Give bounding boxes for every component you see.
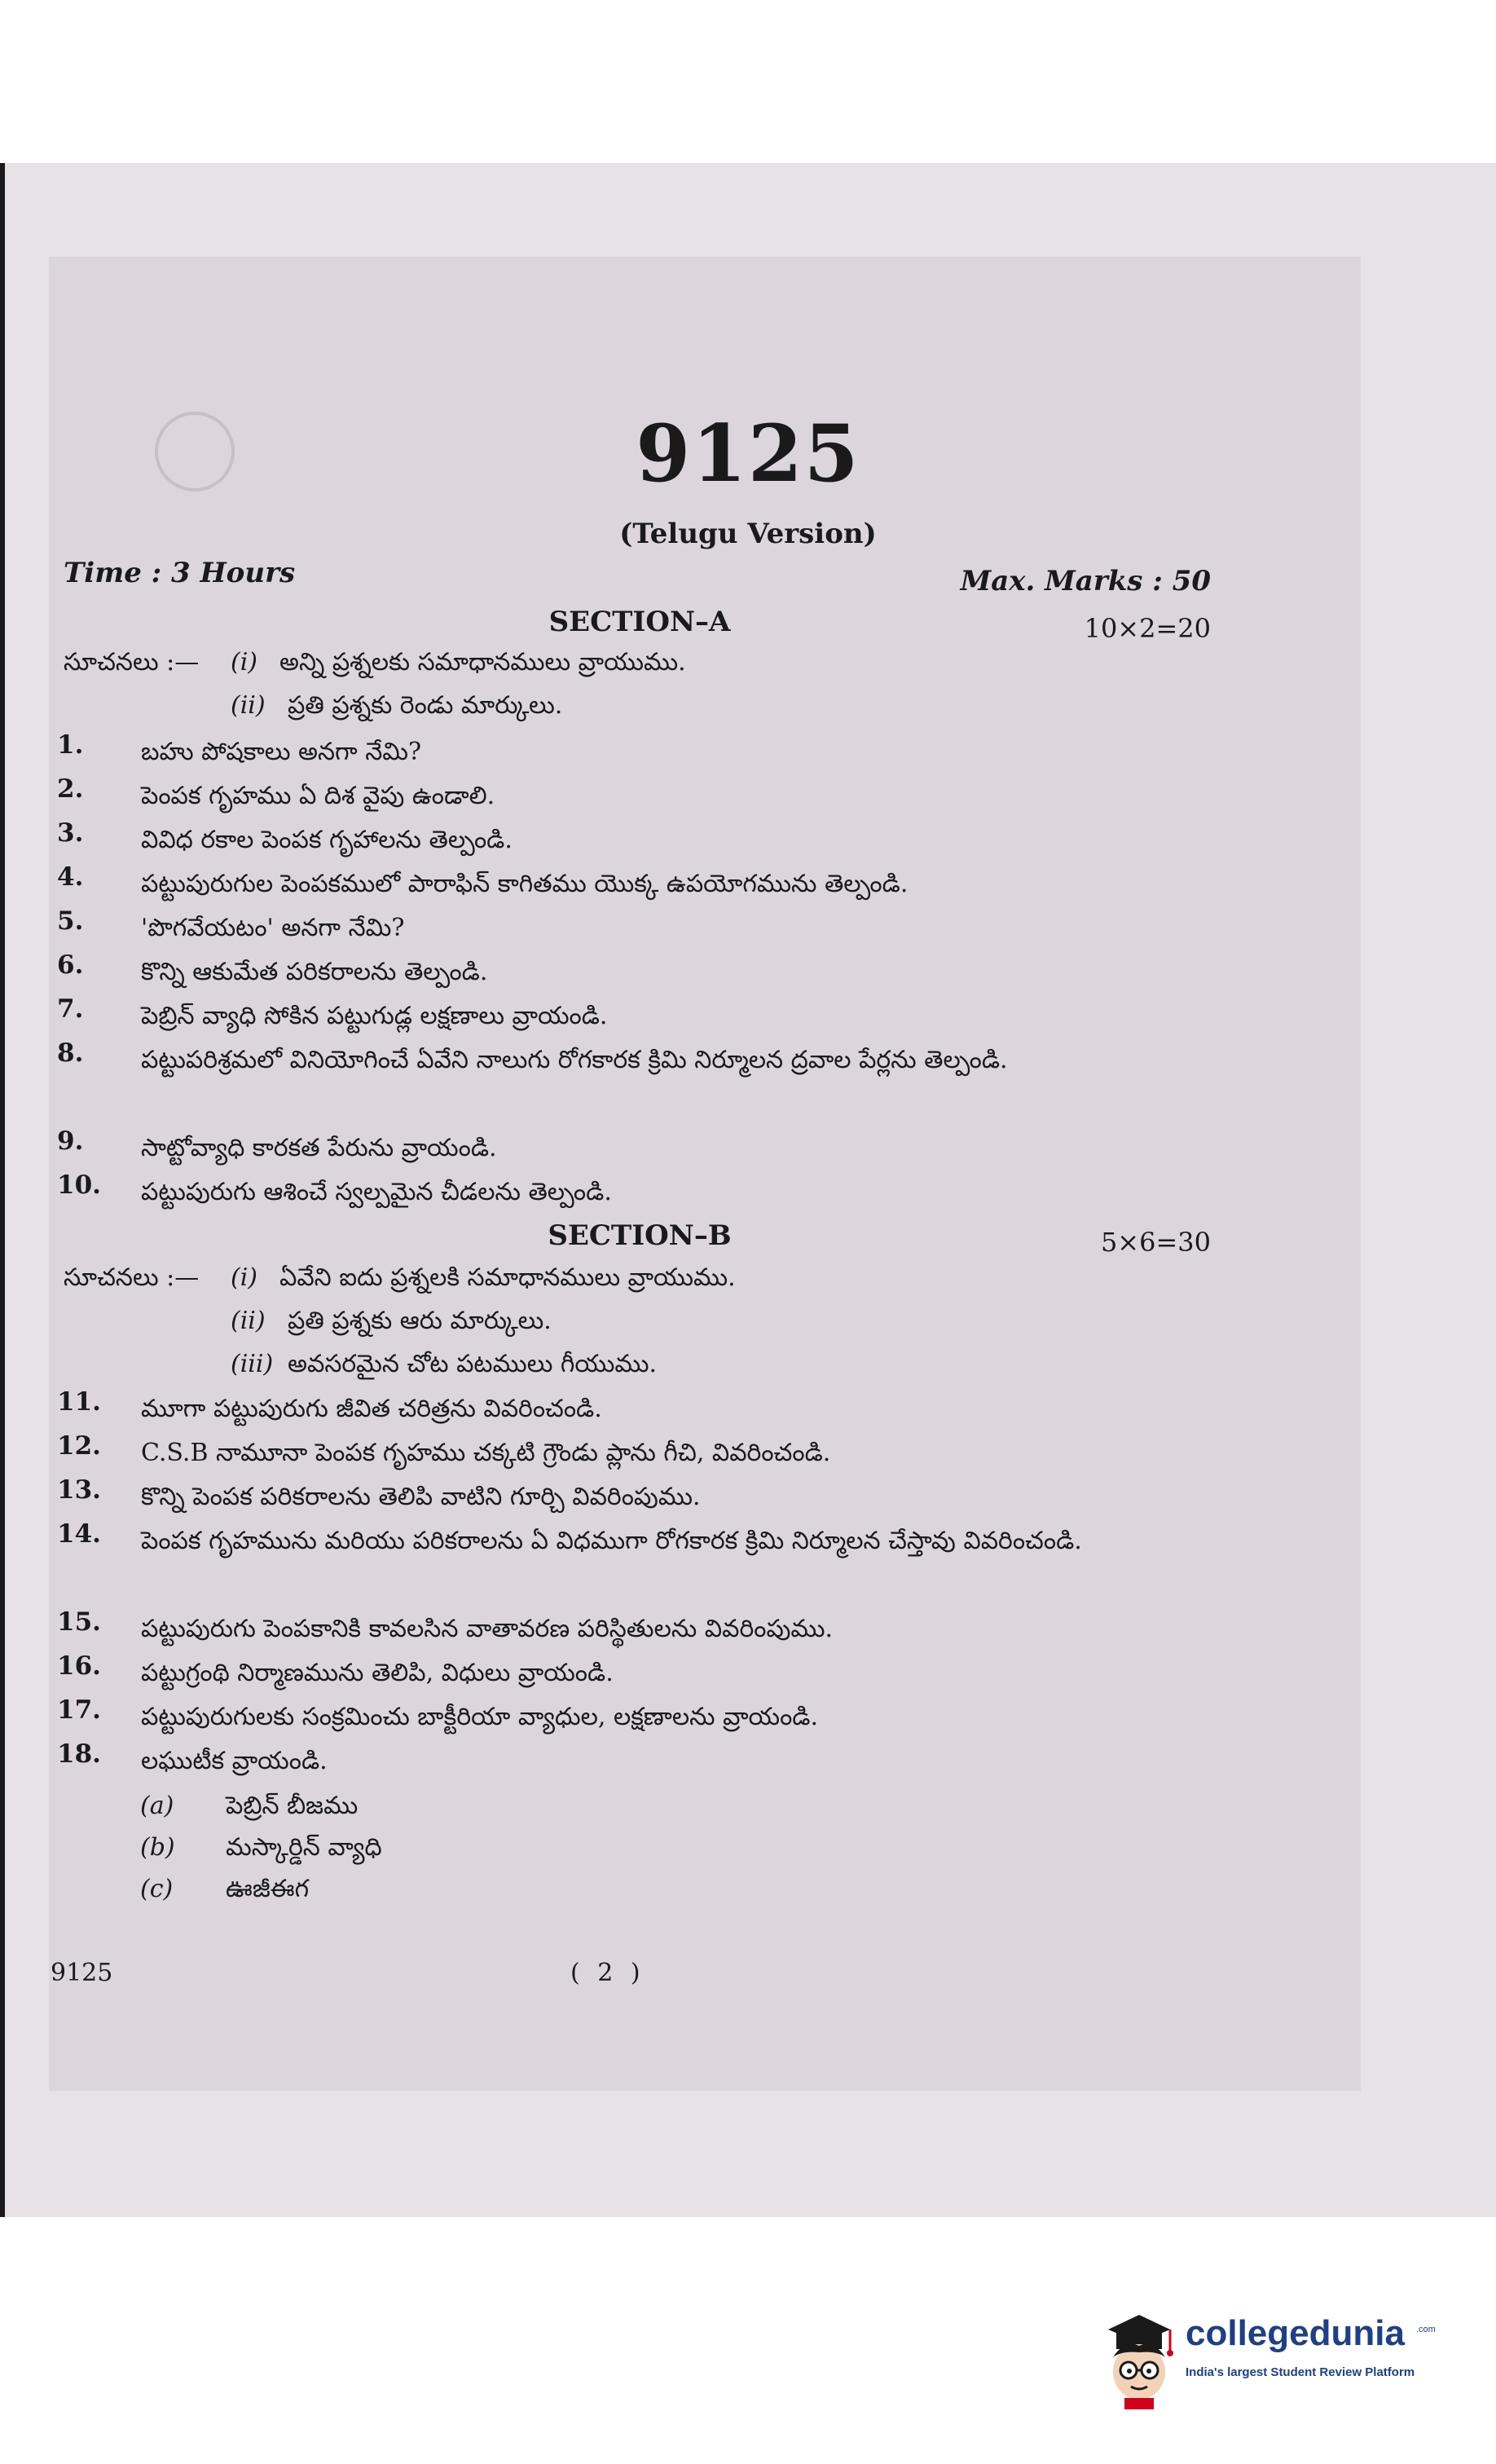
- question-number: 4.: [57, 862, 84, 892]
- mascot-icon: [1092, 2307, 1181, 2413]
- question-item: [57, 1607, 1214, 1651]
- instruction-text: అన్ని ప్రశ్నలకు సమాధానములు వ్రాయుము.: [279, 648, 686, 677]
- question-text: పట్టుగ్రంథి నిర్మాణమును తెలిపి, విధులు వ్రాయండి.: [141, 1659, 614, 1687]
- logo-wordmark: collegedunia: [1186, 2313, 1405, 2353]
- question-item: [57, 818, 1214, 862]
- question-number: 17.: [57, 1695, 101, 1725]
- option-label: (a): [140, 1792, 174, 1820]
- question-text: కొన్ని పెంపక పరికరాలను తెలిపి వాటిని గూర్చి వివరింపుము.: [141, 1483, 701, 1511]
- time-allowed: Time : 3 Hours: [64, 557, 296, 589]
- paper-code: 9125: [636, 408, 860, 500]
- sub-question: [140, 1875, 309, 1909]
- question-text: బహు పోషకాలు అనగా నేమి?: [141, 738, 422, 766]
- question-text: కొన్ని ఆకుమేత పరికరాలను తెల్పండి.: [141, 958, 488, 986]
- instruction-item: [231, 1307, 552, 1341]
- question-item: [57, 906, 1214, 950]
- question-number: 11.: [57, 1387, 101, 1417]
- page-number: ( 2 ): [570, 1959, 645, 1987]
- footer-paper-code: 9125: [51, 1959, 113, 1987]
- question-text: పట్టుపురుగు ఆశించే స్వల్పమైన చీడలను తెల్పండి.: [141, 1178, 612, 1206]
- question-item: [57, 1387, 1214, 1431]
- question-number: 1.: [57, 730, 84, 760]
- instruction-number: (i): [231, 648, 258, 677]
- sub-question: [140, 1792, 358, 1826]
- question-text: వివిధ రకాల పెంపక గృహాలను తెల్పండి.: [141, 826, 513, 854]
- option-text: పెబ్రిన్ బీజము: [226, 1792, 359, 1820]
- question-number: 9.: [57, 1126, 84, 1156]
- section-a-instructions: [64, 648, 686, 682]
- option-text: మస్కార్డిన్ వ్యాధి: [226, 1833, 382, 1862]
- question-item: [57, 950, 1214, 994]
- option-label: (c): [140, 1875, 174, 1903]
- logo-suffix: .com: [1416, 2325, 1436, 2334]
- question-number: 15.: [57, 1607, 101, 1637]
- collegedunia-logo: [1092, 2307, 1450, 2413]
- question-number: 13.: [57, 1475, 101, 1505]
- question-text: పట్టుపురుగుల పెంపకములో పారాఫిన్ కాగితము యొక్క ఉపయోగమును తెల్పండి.: [141, 870, 909, 898]
- instruction-number: (ii): [231, 1307, 266, 1335]
- question-text: C.S.B నామూనా పెంపక గృహము చక్కటి గ్రౌండు ప్లాను గీచి, వివరించండి.: [141, 1439, 831, 1467]
- question-text: మూగా పట్టుపురుగు జీవిత చరిత్రను వివరించండి.: [141, 1395, 602, 1423]
- question-number: 18.: [57, 1739, 101, 1769]
- question-text: పెంపక గృహము ఏ దిశ వైపు ఉండాలి.: [141, 782, 495, 810]
- section-b-title: SECTION–B: [548, 1219, 732, 1252]
- logo-tagline: India's largest Student Review Platform: [1186, 2365, 1415, 2379]
- section-a-marks: 10×2=20: [1084, 613, 1211, 644]
- question-item: [57, 730, 1214, 774]
- question-number: 16.: [57, 1651, 101, 1681]
- question-number: 6.: [57, 950, 84, 980]
- instruction-number: (iii): [231, 1350, 274, 1378]
- question-text: పట్టుపురుగు పెంపకానికి కావలసిన వాతావరణ పరిస్థితులను వివరింపుము.: [141, 1615, 834, 1643]
- section-b-marks: 5×6=30: [1100, 1227, 1211, 1258]
- question-item: [57, 1739, 1214, 1783]
- section-a-title: SECTION–A: [548, 606, 731, 638]
- question-text: లఘుటీక వ్రాయండి.: [141, 1747, 328, 1775]
- question-number: 3.: [57, 818, 84, 848]
- question-item: [57, 1651, 1214, 1695]
- question-number: 5.: [57, 906, 84, 936]
- question-text: పెబ్రిన్ వ్యాధి సోకిన పట్టుగుడ్ల లక్షణాలు వ్రాయండి.: [141, 1002, 608, 1030]
- section-b-instructions: [64, 1263, 736, 1298]
- question-item: [57, 994, 1214, 1038]
- question-text: సాట్టోవ్యాధి కారకత పేరును వ్రాయండి.: [141, 1134, 497, 1162]
- question-item: [57, 1126, 1214, 1170]
- instruction-text: ప్రతి ప్రశ్నకు రెండు మార్కులు.: [288, 691, 563, 720]
- instruction-item: [231, 691, 562, 725]
- question-number: 7.: [57, 994, 84, 1024]
- paper-version: (Telugu Version): [619, 518, 877, 550]
- question-item: [57, 1695, 1214, 1739]
- instructions-label: సూచనలు :—: [64, 648, 200, 677]
- instruction-number: (ii): [231, 691, 266, 720]
- question-number: 10.: [57, 1170, 101, 1200]
- instruction-text: ఏవేని ఐదు ప్రశ్నలకి సమాధానములు వ్రాయుము.: [279, 1263, 736, 1292]
- sub-question: [140, 1833, 382, 1867]
- question-item: [57, 1170, 1214, 1214]
- question-number: 8.: [57, 1038, 84, 1068]
- question-item: [57, 1475, 1214, 1519]
- instruction-number: (i): [231, 1263, 258, 1292]
- question-item: [57, 774, 1214, 818]
- question-item: [57, 1038, 1214, 1082]
- question-number: 2.: [57, 774, 84, 804]
- question-text: పెంపక గృహమును మరియు పరికరాలను ఏ విధముగా రోగకారక క్రిమి నిర్మూలన చేస్తావు వివరించండి.: [141, 1527, 1082, 1555]
- question-text: పట్టుపరిశ్రమలో వినియోగించే ఏవేని నాలుగు రోగకారక క్రిమి నిర్మూలన ద్రవాల పేర్లను తెల్పండి.: [141, 1046, 1008, 1074]
- question-text: 'పొగవేయటం' అనగా నేమి?: [141, 914, 405, 942]
- max-marks: Max. Marks : 50: [960, 565, 1211, 597]
- option-text: ఊజీఈగ: [226, 1875, 310, 1903]
- question-text: పట్టుపురుగులకు సంక్రమించు బాక్టీరియా వ్యాధుల, లక్షణాలను వ్రాయండి.: [141, 1703, 819, 1731]
- instruction-text: ప్రతి ప్రశ్నకు ఆరు మార్కులు.: [288, 1307, 552, 1335]
- question-number: 12.: [57, 1431, 101, 1461]
- option-label: (b): [140, 1833, 175, 1862]
- question-item: [57, 1519, 1214, 1563]
- instruction-item: [231, 1350, 657, 1384]
- question-item: [57, 1431, 1214, 1475]
- question-item: [57, 862, 1214, 906]
- instructions-label: సూచనలు :—: [64, 1263, 200, 1292]
- instruction-text: అవసరమైన చోట పటములు గీయుము.: [288, 1350, 657, 1378]
- question-number: 14.: [57, 1519, 101, 1549]
